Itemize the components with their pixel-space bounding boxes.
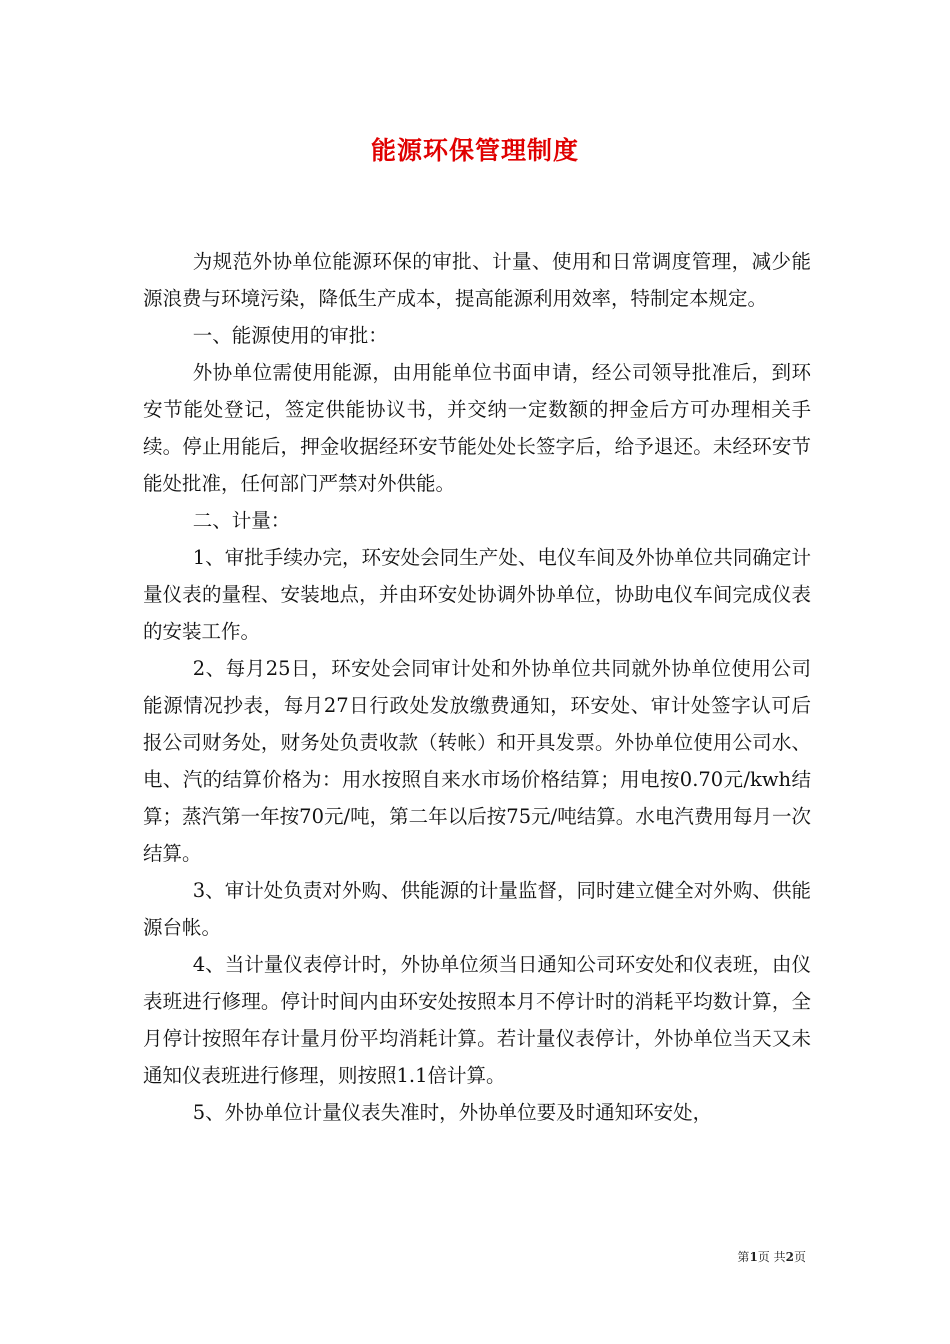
paragraph-item-1: 1、审批手续办完，环安处会同生产处、电仪车间及外协单位共同确定计量仪表的量程、安装地点，并由环安处协调外协单位，协助电仪车间完成仪表的安装工作。 <box>143 546 811 643</box>
document-body <box>143 243 811 1131</box>
footer-current-page: 1 <box>749 1250 758 1264</box>
paragraph-item-4: 4、当计量仪表停计时，外协单位须当日通知公司环安处和仪表班，由仪表班进行修理。停计时间内由环安处按照本月不停计时的消耗平均数计算，全月停计按照年存计量月份平均消耗计算。若计量仪表停计，外协单位当天又未通知仪表班进行修理，则按照1.1倍计算。 <box>143 953 811 1087</box>
footer-prefix: 第 <box>737 1250 750 1264</box>
footer-middle: 页 共 <box>757 1250 786 1264</box>
footer-total-pages: 2 <box>785 1250 794 1264</box>
paragraph-approval: 外协单位需使用能源，由用能单位书面申请，经公司领导批准后，到环安节能处登记，签定供能协议书，并交纳一定数额的押金后方可办理相关手续。停止用能后，押金收据经环安节能处处长签字后，给予退还。未经环安节能处批准，任何部门严禁对外供能。 <box>143 361 811 495</box>
section-heading-approval: 一、能源使用的审批： <box>192 324 388 347</box>
page-footer <box>737 1248 806 1265</box>
paragraph-item-5: 5、外协单位计量仪表失准时，外协单位要及时通知环安处， <box>192 1101 713 1124</box>
footer-suffix: 页 <box>793 1250 806 1264</box>
document-title: 能源环保管理制度 <box>370 136 579 165</box>
section-heading-metering: 二、计量： <box>192 509 291 532</box>
paragraph-item-3: 3、审计处负责对外购、供能源的计量监督，同时建立健全对外购、供能源台帐。 <box>143 879 811 939</box>
paragraph-item-2: 2、每月25日，环安处会同审计处和外协单位共同就外协单位使用公司能源情况抄表，每月27日行政处发放缴费通知，环安处、审计处签字认可后报公司财务处，财务处负责收款（转帐）和开具发票。外协单位使用公司水、电、汽的结算价格为：用水按照自来水市场价格结算；用电按0.70元/kwh结算；蒸汽第一年按70元/吨，第二年以后按75元/吨结算。水电汽费用每月一次结算。 <box>143 657 811 865</box>
paragraph-intro: 为规范外协单位能源环保的审批、计量、使用和日常调度管理，减少能源浪费与环境污染，降低生产成本，提高能源利用效率，特制定本规定。 <box>143 250 811 310</box>
